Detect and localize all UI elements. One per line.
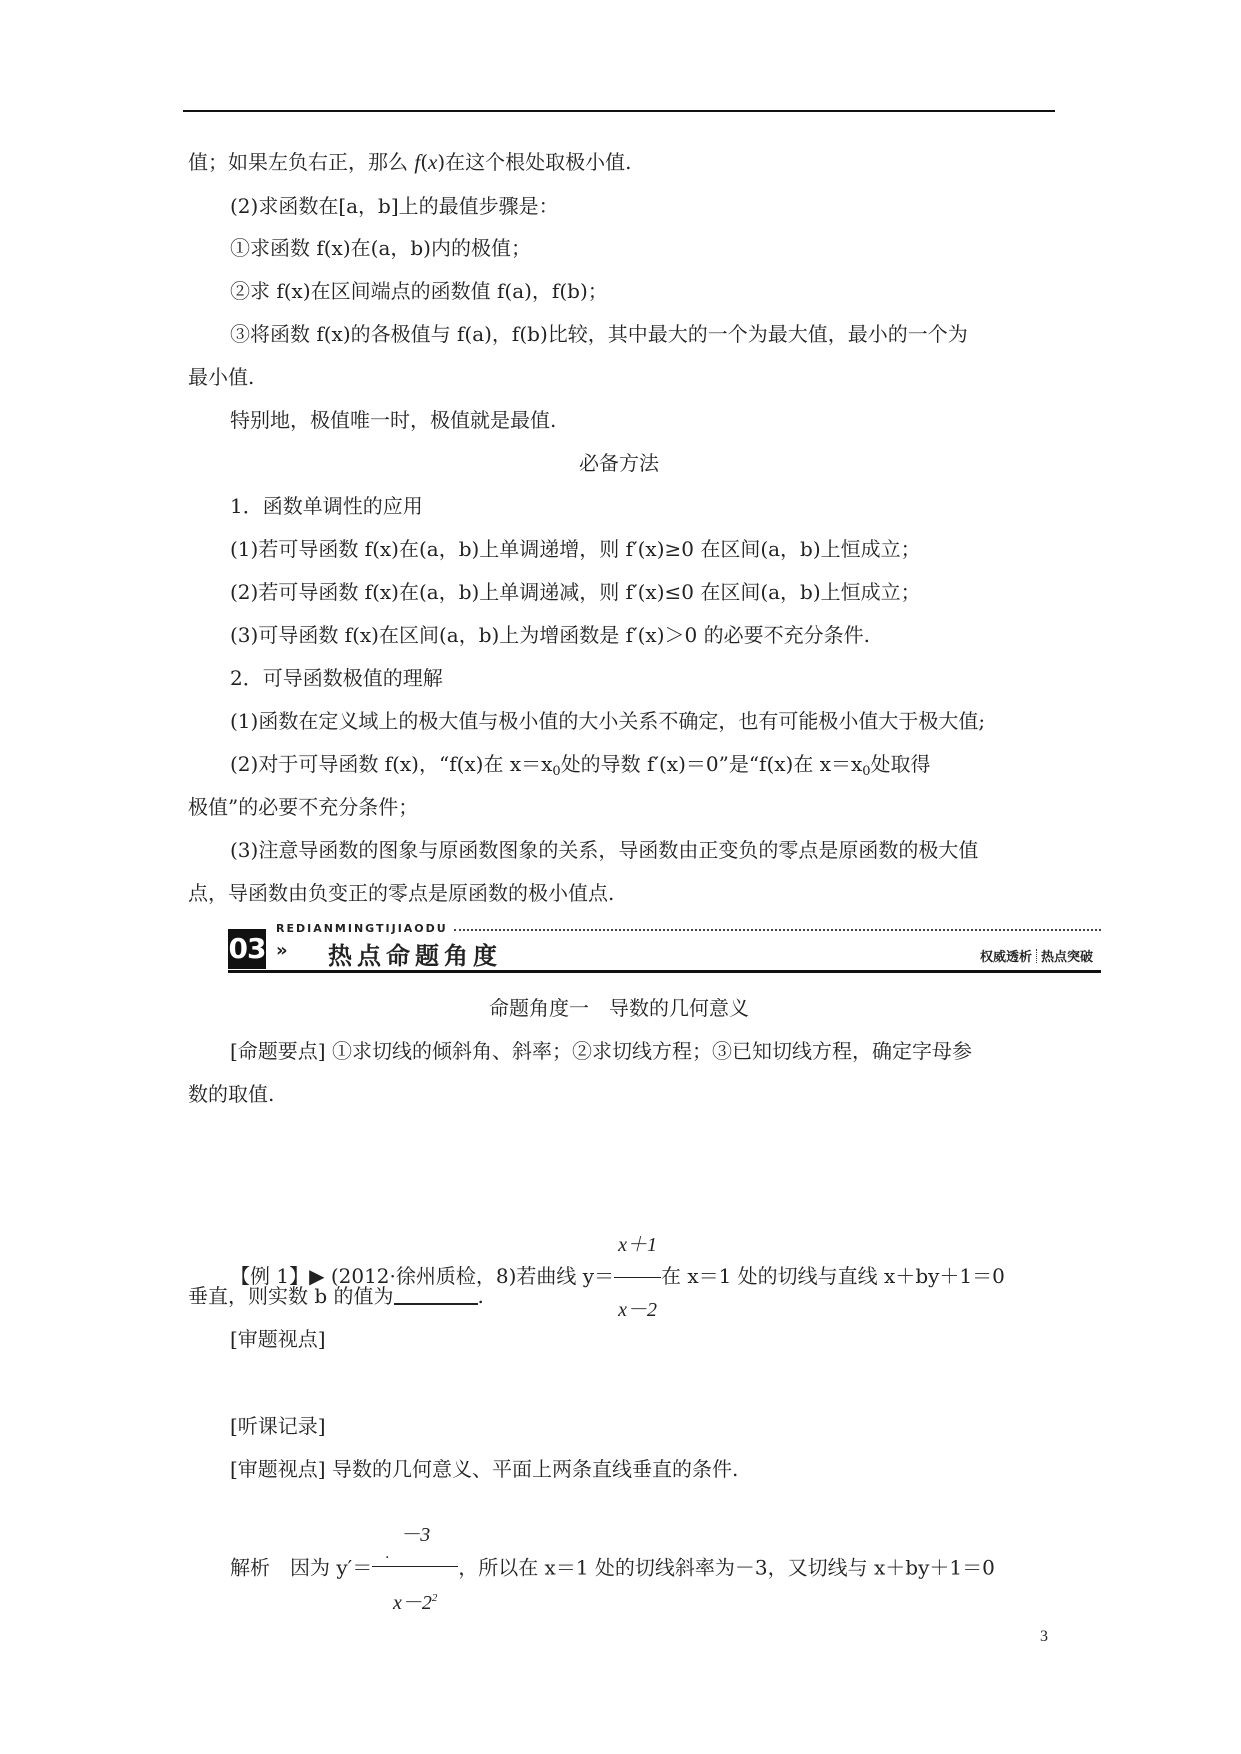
text-line: 1．函数单调性的应用 bbox=[230, 494, 423, 518]
text-line: (3)可导函数 f(x)在区间(a，b)上为增函数是 f′(x)＞0 的必要不充分条件. bbox=[230, 623, 870, 647]
text-line: (1)若可导函数 f(x)在(a，b)上单调递增，则 f′(x)≥0 在区间(a，b)上恒成立； bbox=[230, 537, 921, 561]
fraction: $\frac{-3}{x-2^2}$ bbox=[372, 1506, 458, 1632]
text-line: 点，导函数由负变正的零点是原函数的极小值点. bbox=[188, 881, 615, 905]
banner-rule bbox=[228, 970, 1101, 973]
example-label: 【例 1】▶ bbox=[230, 1264, 325, 1288]
answer-blank bbox=[394, 1285, 478, 1305]
example-line: 【例 1】▶ (2012·徐州质检，8)若曲线 y＝ $\frac{x+1}{x-2}$ 在 x＝1 处的切线与直线 x＋by＋1＝0 bbox=[230, 1215, 1005, 1275]
banner-tagline: 权威透析 热点突破 bbox=[979, 950, 1093, 965]
text-line: (2)对于可导函数 f(x)，“f(x)在 $x=x_0$处的导数 f′(x)＝0”是“f(x)在 $x=x_0$处取得 bbox=[230, 752, 931, 779]
banner-pinyin: REDIANMINGTIJIAODU bbox=[276, 922, 448, 935]
text-line: 极值”的必要不充分条件； bbox=[188, 795, 419, 819]
text-line: (3)注意导函数的图象与原函数图象的关系，导函数由正变负的零点是原函数的极大值 bbox=[230, 838, 979, 862]
text-line: (2)若可导函数 f(x)在(a，b)上单调递减，则 f′(x)≤0 在区间(a，b)上恒成立； bbox=[230, 580, 921, 604]
text-line: (1)函数在定义域上的极大值与极小值的大小关系不确定，也有可能极小值大于极大值; bbox=[230, 709, 986, 733]
double-chevron-icon: » bbox=[276, 940, 288, 961]
stray-dot: . bbox=[385, 1546, 390, 1562]
fraction: $\frac{x+1}{x-2}$ bbox=[614, 1215, 661, 1340]
text-line: 值；如果左负右正，那么 f(x)在这个根处取极小值. bbox=[188, 150, 632, 174]
section-banner bbox=[228, 924, 1101, 974]
text-line: 垂直，则实数 b 的值为 . bbox=[188, 1284, 484, 1308]
page-number: 3 bbox=[1040, 1628, 1048, 1645]
text-line: 特别地，极值唯一时，极值就是最值. bbox=[230, 408, 557, 432]
section-subheading: 命题角度一 导数的几何意义 bbox=[489, 996, 749, 1020]
text-line: [听课记录] bbox=[230, 1414, 326, 1438]
banner-number: 03 bbox=[228, 929, 266, 969]
solution-line: 解析 因为 y′＝ $\frac{-3}{x-2^2}$ ，所以在 x＝1 处的切线斜率为－3，又切线与 x＋by＋1＝0 bbox=[230, 1506, 995, 1564]
section-heading: 必备方法 bbox=[579, 451, 659, 475]
text-line: ②求 f(x)在区间端点的函数值 f(a)，f(b)； bbox=[230, 279, 608, 303]
banner-title: 热点命题角度 bbox=[328, 942, 502, 970]
header-rule bbox=[183, 110, 1055, 112]
text-line: ①求函数 f(x)在(a，b)内的极值； bbox=[230, 236, 531, 260]
text-line: 最小值. bbox=[188, 365, 255, 389]
text-line: (2)求函数在[a，b]上的最值步骤是： bbox=[230, 194, 559, 218]
text-line: ③将函数 f(x)的各极值与 f(a)，f(b)比较，其中最大的一个为最大值，最小的一个为 bbox=[230, 322, 968, 346]
text-line: 2．可导函数极值的理解 bbox=[230, 666, 443, 690]
key-points: [命题要点] ①求切线的倾斜角、斜率；②求切线方程；③已知切线方程，确定字母参 bbox=[230, 1039, 972, 1063]
text-line: [审题视点] 导数的几何意义、平面上两条直线垂直的条件. bbox=[230, 1457, 739, 1481]
text-line: [审题视点] bbox=[230, 1327, 326, 1351]
banner-dotted-rule bbox=[454, 929, 1101, 931]
key-points: 数的取值. bbox=[188, 1082, 275, 1106]
